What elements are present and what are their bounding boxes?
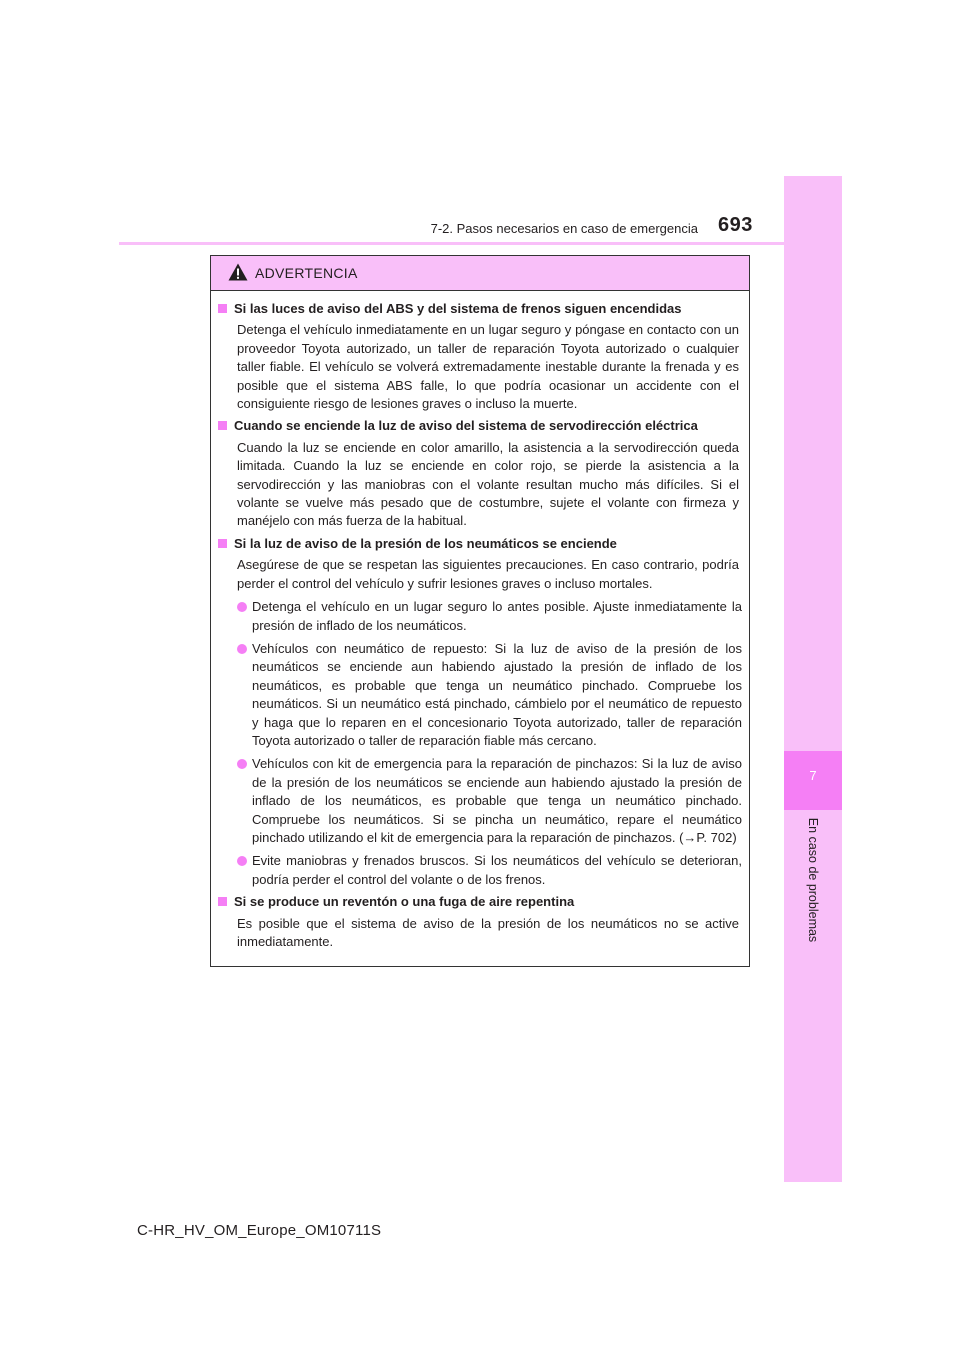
list-item: Evite maniobras y frenados bruscos. Si los neumáticos del vehículo se deterioran, podría perder el control del volante o de los frenos. (237, 852, 742, 889)
list-item: Vehículos con neumático de repuesto: Si la luz de aviso de la presión de los neumáticos se enciende aun habiendo ajustado la presión de inflado de los neumáticos, es probable que tenga un neumático pinchado. Compruebe los neumáticos. Si un neumático está pinchado, cámbielo por el neumático de repuesto y haga que lo reparen en el concesionario Toyota autorizado, taller de reparación Toyota autorizado o taller de reparación fiable más cercano. (237, 640, 742, 750)
circle-bullet-icon (237, 644, 247, 654)
square-bullet-icon (218, 304, 227, 313)
section-body: Detenga el vehículo inmediatamente en un lugar seguro y póngase en contacto con un proveedor Toyota autorizado, un taller de reparación Toyota autorizado o cualquier taller fiable. El vehículo se volverá extremadamente inestable durante la frenada y es posible que el sistema ABS falle, lo que podría ocasionar un accidente con el consiguiente riesgo de lesiones graves o incluso la muerte. (237, 322, 739, 412)
warning-box (210, 255, 750, 967)
document-id: C-HR_HV_OM_Europe_OM10711S (137, 1222, 382, 1239)
list-item: Detenga el vehículo en un lugar seguro lo antes posible. Ajuste inmediatamente la presión de inflado de los neumáticos. (237, 598, 742, 635)
square-bullet-icon (218, 539, 227, 548)
section-heading: Cuando se enciende la luz de aviso del sistema de servodirección eléctrica (218, 417, 742, 435)
section-body: Es posible que el sistema de aviso de la presión de los neumáticos no se active inmediatamente. (237, 915, 739, 949)
square-bullet-icon (218, 421, 227, 430)
warning-content (211, 291, 749, 951)
chapter-label: En caso de problemas (806, 817, 820, 943)
chapter-number: 7 (809, 768, 817, 783)
section-body: Cuando la luz se enciende en color amarillo, la asistencia a la servodirección queda limitada. Cuando la luz se enciende en color rojo, se pierde la asistencia a la servodirección y las maniobras con el volante resultan mucho más difíciles. Si el volante se vuelve más pesado que de costumbre, sujete el volante con firmeza y manéjelo con más fuerza de la habitual. (237, 439, 739, 529)
section-heading: Si se produce un reventón o una fuga de aire repentina (218, 893, 742, 911)
page-number: 693 (718, 214, 753, 236)
warning-header (211, 256, 749, 291)
square-bullet-icon (218, 897, 227, 906)
section-body: Asegúrese de que se respetan las siguientes precauciones. En caso contrario, podría perder el control del vehículo y sufrir lesiones graves o incluso mortales. (237, 557, 739, 591)
section-heading: Si la luz de aviso de la presión de los neumáticos se enciende (218, 535, 742, 553)
section-heading: Si las luces de aviso del ABS y del sistema de frenos siguen encendidas (218, 300, 742, 318)
circle-bullet-icon (237, 602, 247, 612)
circle-bullet-icon (237, 759, 247, 769)
circle-bullet-icon (237, 856, 247, 866)
warning-title: ADVERTENCIA (255, 265, 358, 281)
warning-triangle-icon (228, 263, 248, 281)
header-rule (119, 242, 842, 245)
chapter-sidebar (784, 176, 842, 1182)
list-item: Vehículos con kit de emergencia para la reparación de pinchazos: Si la luz de aviso de la presión de los neumáticos se enciende aun habiendo ajustado la presión de inflado de los neumáticos, es probable que tenga un neumático pinchado. Compruebe los neumáticos. Si se pincha un neumático, repare el neumático pinchado utilizando el kit de emergencia para la reparación de pinchazos. (→P. 702) (237, 755, 742, 847)
section-title: 7-2. Pasos necesarios en caso de emergencia (430, 221, 698, 236)
